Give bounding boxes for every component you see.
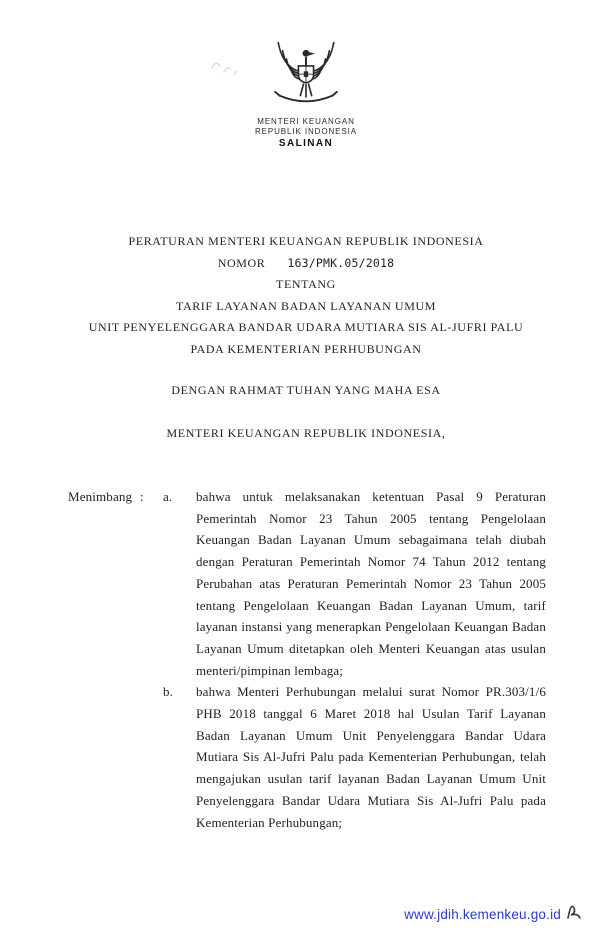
ministry-name: MENTERI KEUANGAN bbox=[257, 117, 355, 126]
tentang-label: TENTANG bbox=[276, 277, 336, 291]
title-block bbox=[0, 231, 612, 444]
nomor-label: NOMOR bbox=[217, 255, 266, 270]
menimbang-row bbox=[68, 486, 546, 833]
authority-line: MENTERI KEUANGAN REPUBLIK INDONESIA, bbox=[166, 425, 446, 440]
regulation-title: PERATURAN MENTERI KEUANGAN REPUBLIK INDONESIA bbox=[128, 234, 484, 248]
nomor-value: 163/PMK.05/2018 bbox=[287, 255, 395, 270]
faint-pencil-mark bbox=[208, 52, 242, 80]
footer bbox=[404, 896, 582, 922]
item-a-label: a. bbox=[163, 489, 173, 504]
considerations-section bbox=[0, 486, 612, 833]
item-b-text: bahwa Menteri Perhubungan melalui surat Nomor PR.303/1/6 PHB 2018 tanggal 6 Maret 2018 hal Usulan Tarif Layanan Badan Layanan Umum Unit Penyelenggara Bandar Udara Mutiara Sis Al-Jufri Palu pada Kementerian Perhubungan, telah mengajukan usulan tarif layanan Badan Layanan Umum Unit Penyelenggara Bandar Udara Mutiara Sis Al-Jufri Palu pada Kementerian Perhubungan; bbox=[196, 684, 546, 830]
republic-name: REPUBLIK INDONESIA bbox=[254, 127, 357, 136]
menimbang-label: Menimbang bbox=[68, 489, 133, 504]
consideration-item-b bbox=[163, 681, 546, 833]
jdih-website-link[interactable]: www.jdih.kemenkeu.go.id bbox=[404, 907, 561, 922]
menimbang-colon: : bbox=[140, 489, 144, 504]
invocation-line: DENGAN RAHMAT TUHAN YANG MAHA ESA bbox=[171, 383, 441, 397]
consideration-items bbox=[163, 486, 546, 833]
subject-line-1: TARIF LAYANAN BADAN LAYANAN UMUM bbox=[175, 298, 437, 313]
item-a-text: bahwa untuk melaksanakan ketentuan Pasal 9 Peraturan Pemerintah Nomor 23 Tahun 2005 tentang Pengelolaan Keuangan Badan Layanan Umum sebagaimana telah diubah dengan Peraturan Pemerintah Nomor 74 Tahun 2012 tentang Perubahan atas Peraturan Pemerintah Nomor 23 Tahun 2005 tentang Pengelolaan Keuangan Badan Layanan Umum, tarif layanan instansi yang menerapkan Pengelolaan Keuangan Badan Layanan Umum ditetapkan oleh Menteri Keuangan atas usulan menteri/pimpinan lembaga; bbox=[196, 489, 546, 678]
copy-label: SALINAN bbox=[278, 138, 334, 149]
regulation-number-line bbox=[0, 253, 612, 275]
garuda-pancasila-emblem bbox=[268, 30, 344, 112]
subject-line-2: UNIT PENYELENGGARA BANDAR UDARA MUTIARA SIS AL-JUFRI PALU bbox=[88, 320, 524, 334]
item-b-label: b. bbox=[163, 684, 174, 700]
letterhead bbox=[0, 0, 612, 149]
consideration-item-a bbox=[163, 486, 546, 681]
subject-line-3: PADA KEMENTERIAN PERHUBUNGAN bbox=[190, 341, 422, 356]
handwritten-initial-icon bbox=[564, 896, 582, 922]
